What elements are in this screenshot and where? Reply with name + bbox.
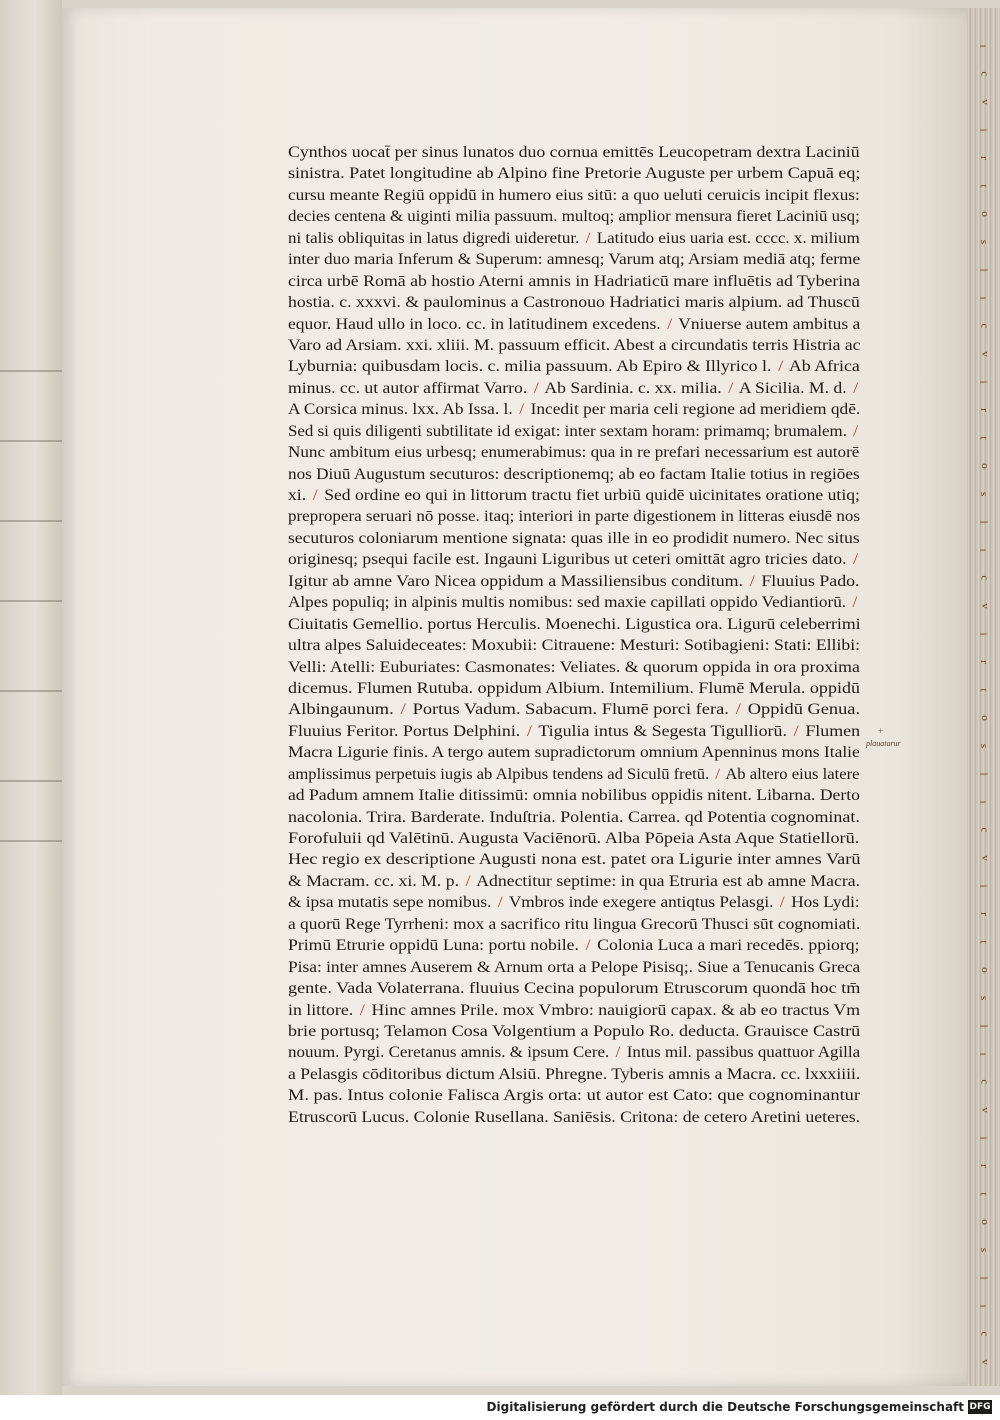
rubric-mark: / [526, 722, 532, 740]
text-line: a quorū Rege Tyrrheni: mox a sacrifico ritu lingua Grecorū Thusci sūt cognomiati. [288, 915, 861, 933]
fore-edge-glyph: o [978, 715, 991, 721]
rubric-mark: / [615, 1044, 621, 1062]
text-line: xi. / Sed ordine eo qui in littorum tractu fiet urbiū quidē uicinitates oratione utiq; [288, 487, 860, 504]
text-line: Hec regio ex descriptione Augusti nona est. patet ora Ligurie inter amnes Varū [288, 851, 861, 869]
fore-edge-glyph: s [978, 239, 991, 245]
text-line: nos Diuū Augustum secuturos: descriptionemq; ab eo factam Italie totius in regiōes [288, 465, 860, 483]
text-line: cursu meante Regiū oppidū in humero eius sitū: a quo ueluti ceruicis incipit flexus: [288, 186, 860, 204]
dfg-logo: DFG [969, 1402, 991, 1412]
fore-edge-glyph: t [977, 940, 990, 944]
rubric-mark: / [793, 722, 799, 740]
fore-edge-glyph: t [977, 1192, 990, 1196]
text-line: minus. cc. ut autor affirmat Varro. / Ab Sardinia. c. xx. milia. / A Sicilia. M. d. / [288, 378, 918, 399]
left-page-edge [0, 0, 62, 1395]
text-column [288, 142, 860, 1128]
rubric-mark: / [728, 379, 734, 397]
text-line: decies centena & uiginti milia passuum. multoq; amplior mensura fieret Laciniū usq; [288, 208, 860, 226]
text-line: Ciuitatis Gemellio. portus Herculis. Moenechi. Ligustica ora. Ligurū celeberrimi [288, 615, 861, 633]
text-line: ultra alpes Saluideceates: Moxubii: Citrauene: Mesturi: Sotibagieni: Stati: Ellibi: [288, 637, 861, 655]
fore-edge-glyph: o [978, 967, 991, 973]
fore-edge-glyph: c [978, 1079, 991, 1085]
text-line: Forofuluii qd Valētinū. Augusta Vaciēnorū. Alba Pōpeia Asta Aque Statiellorū. [288, 830, 860, 847]
rubric-mark: / [778, 358, 784, 376]
text-line: Cynthos uocat̄ per sinus lunatos duo cornua emittēs Leucopetram dextra Laciniū [288, 144, 860, 161]
text-line: & Macram. cc. xi. M. p. / Adnectitur septime: in qua Etruria est ab amne Macra. [288, 872, 861, 890]
page-curl-line [0, 690, 62, 692]
fore-edge-glyph: v [978, 99, 991, 105]
text-line: Nunc ambitum eius urbesq; enumerabimus: qua in re prefari necessarium est autorē [288, 444, 860, 462]
page-curl-line [0, 840, 62, 842]
page-curl-line [0, 600, 62, 602]
text-line: Lyburnia: quibusdam locis. c. milia passuum. Ab Epiro & Illyrico l. / Ab Africa [288, 358, 860, 376]
fore-edge-glyph: i [977, 128, 990, 132]
fore-edge-glyph: ı [977, 800, 990, 804]
fore-edge-glyph: ı [977, 296, 990, 300]
text-line: originesq; psequi facile est. Ingauni Liguribus ut ceteri omittāt agro tricies dato. / [288, 549, 914, 570]
fore-edge-glyph: ı [977, 44, 990, 48]
rubric-mark: / [853, 422, 858, 440]
text-line: sinistra. Patet longitudine ab Alpino fine Pretorie Auguste per urbem Capuā eq; [288, 165, 861, 183]
text-line: in littore. / Hinc amnes Prile. mox Vmbro: nauigiorū capax. & ab eo tractus Vm [288, 1001, 861, 1019]
rubric-mark: / [852, 594, 858, 612]
fore-edge-glyph: i [977, 632, 990, 636]
fore-edge-glyph: v [978, 1107, 991, 1113]
fore-edge-glyph: v [978, 855, 991, 861]
text-line: Varo ad Arsiam. xxi. xliii. M. passuum efficit. Abest a circundatis terris Histria ac [288, 336, 861, 354]
text-line: inter duo maria Inferum & Superum: amnesq; Varum atq; Arsiam mediā atq; ferme [288, 251, 861, 269]
fore-edge-glyph: o [978, 211, 991, 217]
rubric-mark: / [585, 229, 591, 247]
fore-edge-glyph: l [977, 1276, 990, 1280]
rubric-mark: / [779, 894, 785, 912]
fore-edge-glyph: r [977, 408, 990, 412]
text-line: ad Padum amnem Italie ditissimū: omnia nobilibus oppidis nitent. Libarna. Derto [288, 787, 860, 805]
rubric-mark: / [715, 765, 721, 783]
text-line: Sed si quis diligenti subtilitate id exigat: inter sextam horam: primamq; brumalem. / [288, 421, 893, 442]
text-line: hostia. c. xxxvi. & paulominus a Castronouo Hadriatici maris alpium. ad Thuscū [288, 294, 860, 312]
page-curl-line [0, 440, 62, 442]
text-line: Alpes populiq; in alpinis multis nomibus: sed maxie capillati oppido Vediantiorū. / [288, 592, 902, 613]
rubric-mark: / [533, 379, 539, 397]
fore-edge-glyph: c [978, 575, 991, 581]
text-line: Fluuius Feritor. Portus Delphini. / Tigulia intus & Segesta Tigulliorū. / Flumen [288, 722, 861, 740]
fore-edge-glyph: r [977, 156, 990, 160]
page-curl-line [0, 780, 62, 782]
rubric-mark: / [465, 872, 471, 890]
fore-edge-glyph: s [978, 1247, 991, 1253]
rubric-mark: / [519, 401, 525, 419]
text-line: M. pas. Intus colonie Falisca Argis orta: ut autor est Cato: que cognominantur [288, 1087, 861, 1105]
text-line: equor. Haud ullo in loco. cc. in latitudinem excedens. / Vniuerse autem ambitus a [288, 315, 861, 333]
text-line: & ipsa mutatis sepe nomibus. / Vmbros inde exegere antiqtus Pelasgi. / Hos Lydi: [288, 894, 860, 912]
fore-edge-glyph: ı [977, 1304, 990, 1308]
text-line: Macra Ligurie finis. A tergo autem supradictorum omnium Apenninus mons Italie [288, 744, 860, 762]
fore-edge-glyph: l [977, 772, 990, 776]
fore-edge-glyph: t [977, 184, 990, 188]
rubric-mark: / [359, 1001, 365, 1019]
fore-edge-glyph: t [977, 688, 990, 692]
fore-edge-glyph: s [978, 491, 991, 497]
fore-edge-glyph: s [978, 995, 991, 1001]
page-curl-line [0, 520, 62, 522]
text-line: A Corsica minus. lxx. Ab Issa. l. / Incedit per maria celi regione ad meridiem qdē. [288, 401, 861, 419]
fore-edge-glyph: v [978, 351, 991, 357]
text-line: prepropera seruari nō posse. itaq; interiori in parte digestionem in litteras eiusdē nos [288, 508, 860, 526]
fore-edge-glyph: s [978, 743, 991, 749]
rubric-mark: / [853, 551, 858, 569]
footer-credit: Digitalisierung gefördert durch die Deutsche Forschungsgemeinschaft [486, 1400, 964, 1414]
text-line: nacolonia. Trira. Barderate. Induſtria. Polentia. Carrea. qd Potentia cognominat. [288, 808, 860, 826]
fore-edge-glyph: c [978, 1331, 991, 1337]
footer-bar [0, 1395, 1000, 1420]
fore-edge-glyph: i [977, 380, 990, 384]
fore-edge-glyph: o [978, 1219, 991, 1225]
rubric-mark: / [400, 701, 406, 719]
fore-edge-glyph: c [978, 71, 991, 77]
text-line: circa urbē Romā ab hostio Aterni amnis in Hadriaticū mare influētis ad Tyberina [288, 272, 861, 290]
text-line: Primū Etrurie oppidū Luna: portu nobile. / Colonia Luca a mari recedēs. ppiorq; [288, 937, 860, 955]
fore-edge-glyph: l [977, 1024, 990, 1028]
fore-edge-glyph: i [977, 884, 990, 888]
text-line: Pisa: inter amnes Auserem & Arnum orta a Pelope Pisisq;. Siue a Tenucanis Greca [288, 958, 861, 976]
text-line: amplissimus perpetuis iugis ab Alpibus tendens ad Siculū fretū. / Ab altero eius latere [288, 765, 860, 783]
fore-edge-glyph: r [977, 1164, 990, 1168]
rubric-mark: / [585, 937, 591, 955]
page-curl-line [0, 370, 62, 372]
text-line: ni talis obliquitas in latus digredi uideretur. / Latitudo eius uaria est. cccc. x. milium [288, 229, 860, 247]
fore-edge-glyph: t [977, 436, 990, 440]
text-line: Igitur ab amne Varo Nicea oppidum a Massiliensibus conditum. / Fluuius Pado. [288, 572, 860, 590]
rubric-mark: / [853, 379, 859, 397]
fore-edge-glyph: ı [977, 548, 990, 552]
rubric-mark: / [667, 315, 673, 333]
fore-edge-glyph: o [978, 463, 991, 469]
fore-edge-glyph: l [977, 268, 990, 272]
fore-edge-glyph: r [977, 660, 990, 664]
fore-edge-glyph: c [978, 323, 991, 329]
text-line: secuturos coloniarum mentione signata: quas ille in eo prodidit numero. Nec situs [288, 529, 860, 547]
fore-edge-glyph: v [978, 603, 991, 609]
fore-edge-glyph: r [977, 912, 990, 916]
fore-edge-glyph: c [978, 827, 991, 833]
fore-edge-glyph: i [977, 1136, 990, 1140]
text-line: a Pelasgis cōditoribus dictum Alsiū. Phregne. Tyberis amnis a Macra. cc. lxxxiiii. [288, 1065, 861, 1083]
text-line: dicemus. Flumen Rutuba. oppidum Albium. Intemilium. Flumē Merula. oppidū [288, 679, 860, 697]
rubric-mark: / [497, 894, 503, 912]
text-line: Etruscorū Lucus. Colonie Rusellana. Saniēsis. Critona: de cetero Aretini ueteres. [288, 1108, 861, 1126]
rubric-mark: / [749, 572, 755, 590]
text-line: Albingaunum. / Portus Vadum. Sabacum. Flumē porci fera. / Oppidū Genua. [288, 701, 861, 719]
text-line: gente. Vada Volaterrana. fluuius Cecina populorum Etruscorum quondā hoc tm̄ [288, 980, 861, 998]
fore-edge-glyph: v [978, 1359, 991, 1365]
text-line: nouum. Pyrgi. Ceretanus amnis. & ipsum Cere. / Intus mil. passibus quattuor Agilla [288, 1044, 861, 1062]
rubric-mark: / [312, 487, 318, 504]
fore-edge-glyph: ı [977, 1052, 990, 1056]
marginal-mark: + [878, 726, 884, 736]
fore-edge-glyph: l [977, 520, 990, 524]
text-line: brie portusq; Telamon Cosa Volgentium a Populo Ro. deducta. Grauisce Castrū [288, 1022, 861, 1040]
text-line: Velli: Atelli: Euburiates: Casmonates: Veliates. & quorum oppida in ora proxima [288, 658, 860, 676]
marginal-note: plauatarur [866, 739, 901, 748]
rubric-mark: / [735, 701, 741, 719]
